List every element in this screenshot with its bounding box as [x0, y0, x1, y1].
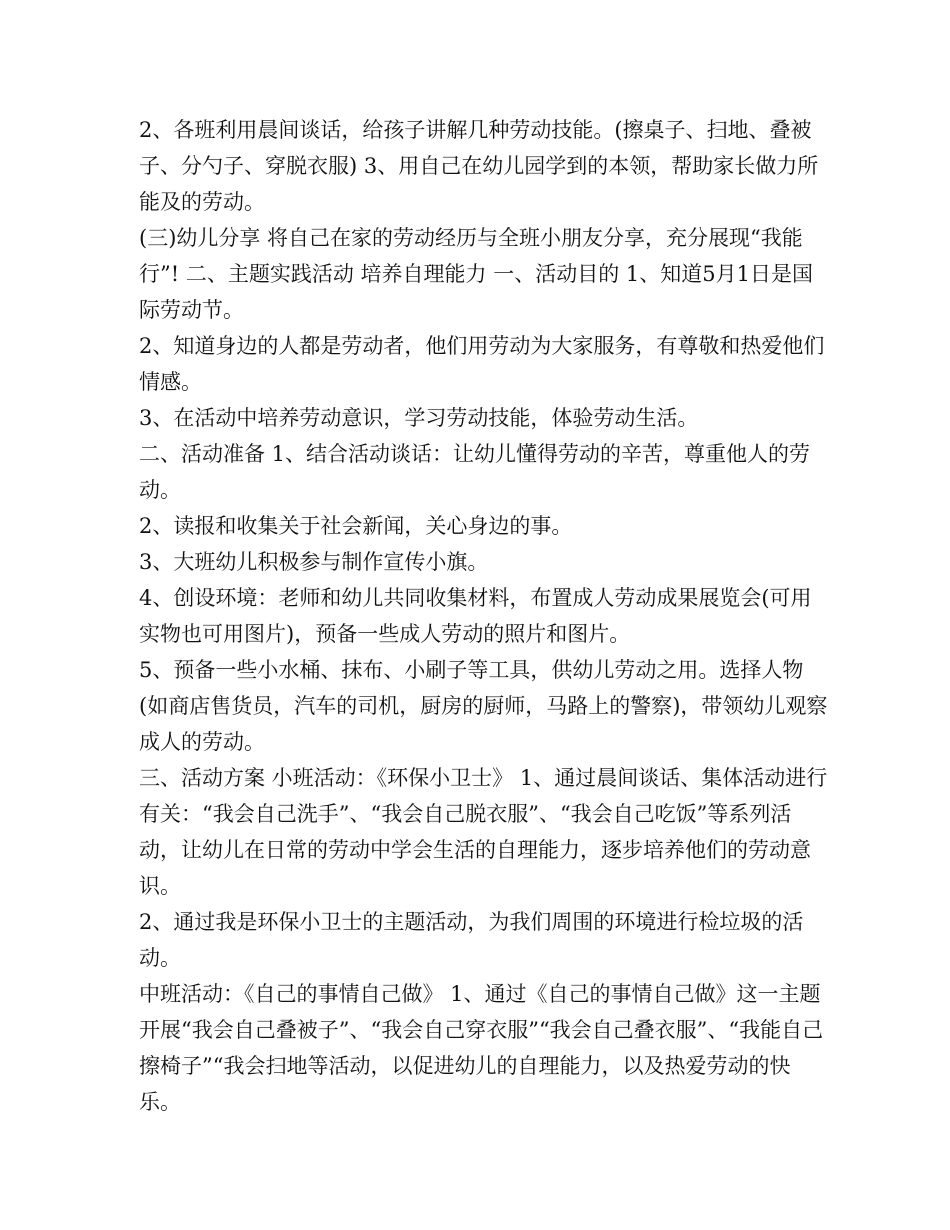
paragraph: 5、预备一些小水桶、抹布、小刷子等工具，供幼儿劳动之用。选择人物(如商店售货员，汽车的司机，厨房的厨师，马路上的警察)，带领幼儿观察成人的劳动。	[139, 658, 828, 754]
paragraph: (三)幼儿分享 将自己在家的劳动经历与全班小朋友分享，充分展现“我能行”! 二、主题实践活动 培养自理能力 一、活动目的 1、知道5月1日是国际劳动节。	[139, 226, 813, 322]
paragraph: 3、在活动中培养劳动意识，学习劳动技能，体验劳动生活。	[139, 406, 699, 430]
paragraph: 二、活动准备 1、结合活动谈话：让幼儿懂得劳动的辛苦，尊重他人的劳动。	[139, 442, 811, 502]
paragraph: 2、读报和收集关于社会新闻，关心身边的事。	[139, 514, 573, 538]
paragraph: 2、知道身边的人都是劳动者，他们用劳动为大家服务，有尊敬和热爱他们情感。	[139, 334, 825, 394]
paragraph: 4、创设环境：老师和幼儿共同收集材料，布置成人劳动成果展览会(可用实物也可用图片)，预备一些成人劳动的照片和图片。	[139, 586, 812, 646]
paragraph: 3、大班幼儿积极参与制作宣传小旗。	[139, 550, 489, 574]
paragraph: 三、活动方案 小班活动：《环保小卫士》 1、通过晨间谈话、集体活动进行有关：“我会自己洗手”、“我会自己脱衣服”、“我会自己吃饭”等系列活动，让幼儿在日常的劳动中学会生活的自理能力，逐步培养他们的劳动意识。	[139, 766, 828, 898]
paragraph: 2、各班利用晨间谈话，给孩子讲解几种劳动技能。(擦桌子、扫地、叠被子、分勺子、穿脱衣服) 3、用自己在幼儿园学到的本领，帮助家长做力所能及的劳动。	[139, 118, 819, 214]
paragraph: 2、通过我是环保小卫士的主题活动，为我们周围的环境进行检垃圾的活动。	[139, 910, 804, 970]
document-body	[139, 112, 829, 1120]
paragraph: 中班活动：《自己的事情自己做》 1、通过《自己的事情自己做》这一主题开展“我会自己叠被子”、“我会自己穿衣服”“我会自己叠衣服”、“我能自己擦椅子”“我会扫地等活动，以促进幼儿的自理能力，以及热爱劳动的快乐。	[139, 982, 824, 1114]
